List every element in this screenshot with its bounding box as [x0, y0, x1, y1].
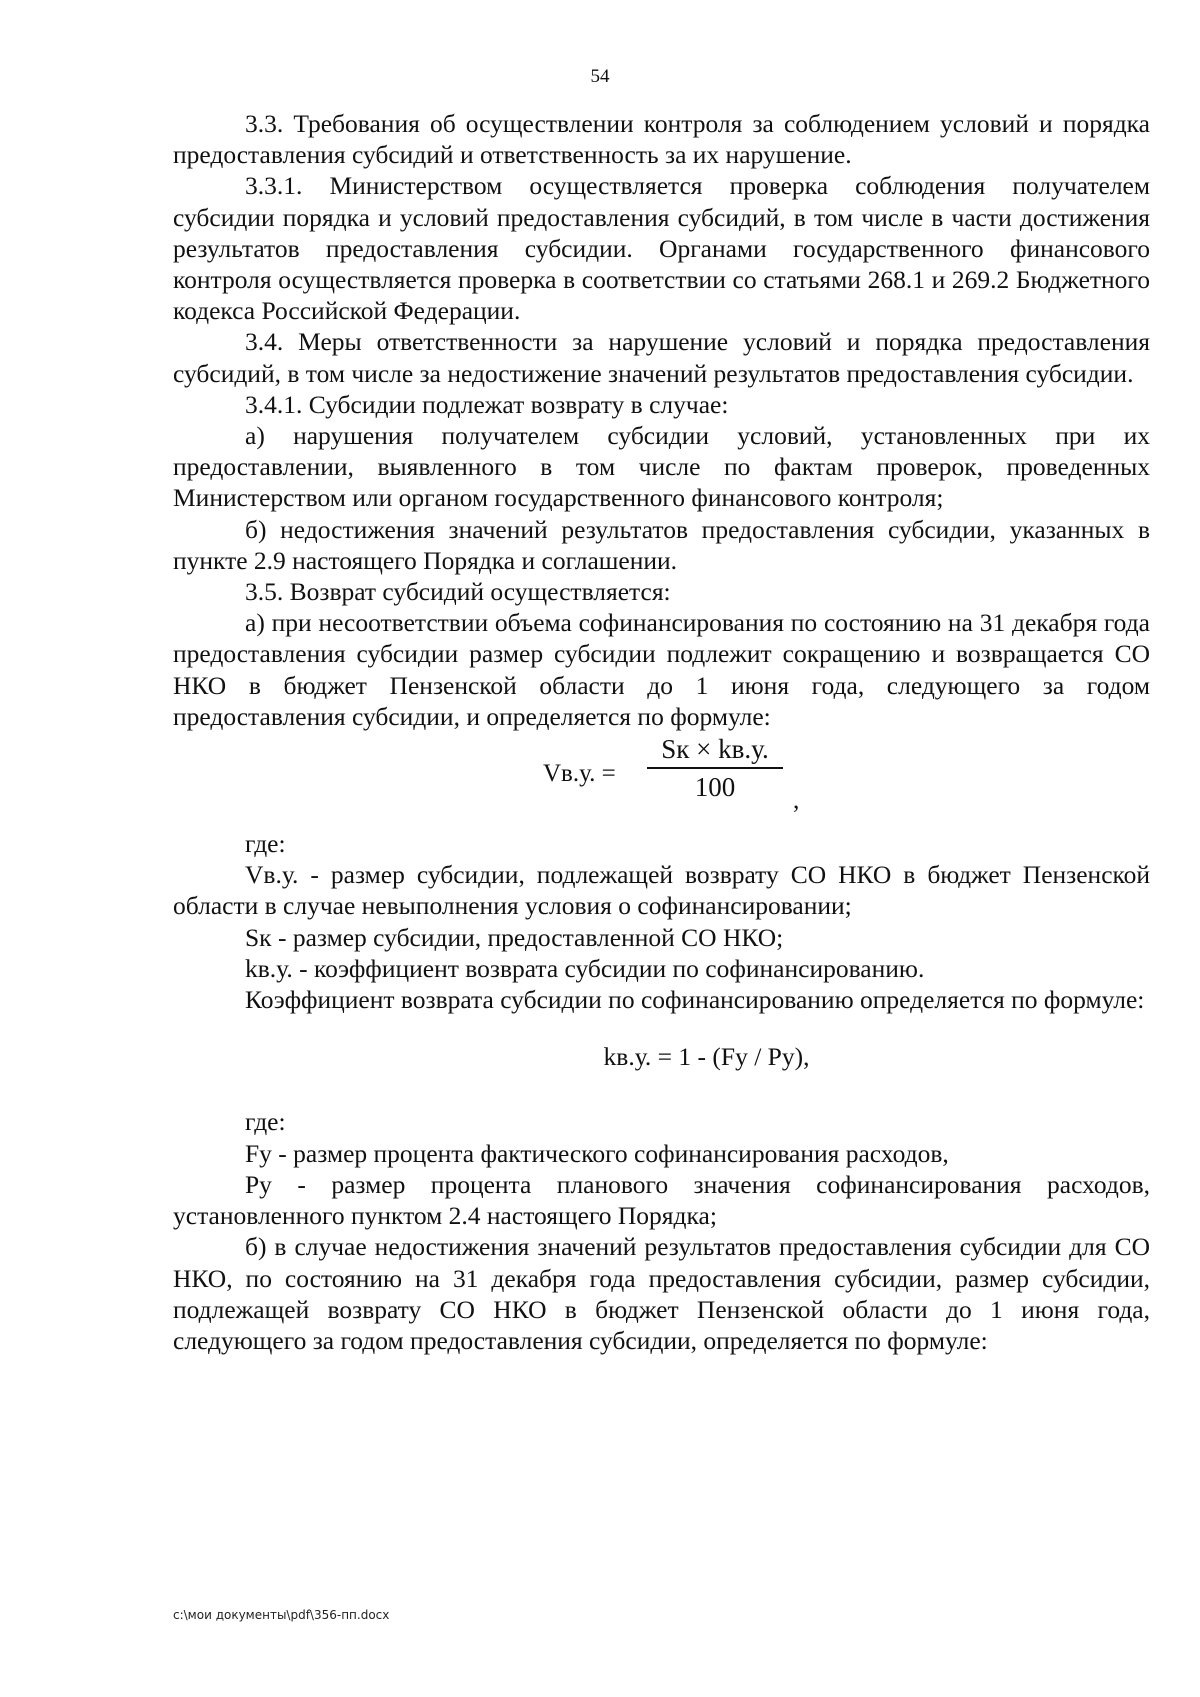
where-label-2: где:: [245, 1107, 286, 1137]
paragraph-3-4-1-b: б) недостижения значений результатов предоставления субсидии, указанных в пункте 2.9 настоящего Порядка и соглашении.: [173, 514, 1150, 575]
footer-file-path: c:\мои документы\pdf\356-пп.docx: [173, 1608, 390, 1622]
formula-coefficient: kв.у. = 1 - (Fу / Pу),: [603, 1042, 810, 1072]
paragraph-3-4-1: 3.4.1. Субсидии подлежат возврату в случае:: [245, 389, 729, 419]
definition-fu: Fу - размер процента фактического софинансирования расходов,: [245, 1138, 949, 1168]
document-body: [173, 108, 1150, 1356]
definition-kvu: kв.у. - коэффициент возврата субсидии по софинансированию.: [245, 953, 925, 983]
page-number: 54: [590, 66, 610, 87]
coefficient-intro: Коэффициент возврата субсидии по софинансированию определяется по формуле:: [245, 985, 1145, 1015]
definition-sk: Sк - размер субсидии, предоставленной СО НКО;: [245, 922, 784, 952]
definition-vvu: Vв.у. - размер субсидии, подлежащей возврату СО НКО в бюджет Пензенской области в случае невыполнения условия о софинансировании;: [173, 860, 1150, 921]
formula-refund-amount: [173, 732, 1150, 828]
paragraph-3-5-b: б) в случае недостижения значений результатов предоставления субсидии для СО НКО, по состоянию на 31 декабря года предоставления субсидии, размер субсидии, подлежащей возврату СО НКО в бюджет Пензенской области до 1 июня года, следующего за годом предоставления субсидии, определяется по формуле:: [173, 1232, 1150, 1355]
formula-numerator: Sк × kв.у.: [647, 732, 783, 769]
paragraph-3-5-a: а) при несоответствии объема софинансирования по состоянию на 31 декабря года предоставления субсидии размер субсидии подлежит сокращению и возвращается СО НКО в бюджет Пензенской области до 1 июня года, следующего за годом предоставления субсидии, и определяется по формуле:: [173, 608, 1150, 731]
paragraph-3-4: 3.4. Меры ответственности за нарушение условий и порядка предоставления субсидий, в том числе за недостижение значений результатов предоставления субсидии.: [173, 327, 1150, 388]
paragraph-3-3-1: 3.3.1. Министерством осуществляется проверка соблюдения получателем субсидии порядка и условий предоставления субсидий, в том числе в части достижения результатов предоставления субсидии. Органами государственного финансового контроля осуществляется проверка в соответствии со статьями 268.1 и 269.2 Бюджетного кодекса Российской Федерации.: [173, 171, 1150, 326]
paragraph-3-4-1-a: а) нарушения получателем субсидии условий, установленных при их предоставлении, выявленного в том числе по фактам проверок, проведенных Министерством или органом государственного финансового контроля;: [173, 421, 1150, 513]
formula-denominator: 100: [694, 772, 736, 803]
paragraph-3-3: 3.3. Требования об осуществлении контроля за соблюдением условий и порядка предоставления субсидий и ответственность за их нарушение.: [173, 109, 1150, 170]
formula-fraction: [647, 732, 783, 805]
paragraph-3-5: 3.5. Возврат субсидий осуществляется:: [245, 577, 671, 607]
definition-pu: Pу - размер процента планового значения софинансирования расходов, установленного пунктом 2.4 настоящего Порядка;: [173, 1169, 1150, 1231]
where-label-1: где:: [245, 829, 286, 859]
formula-lhs: Vв.у. =: [543, 760, 616, 788]
formula-comma: ,: [793, 785, 800, 815]
